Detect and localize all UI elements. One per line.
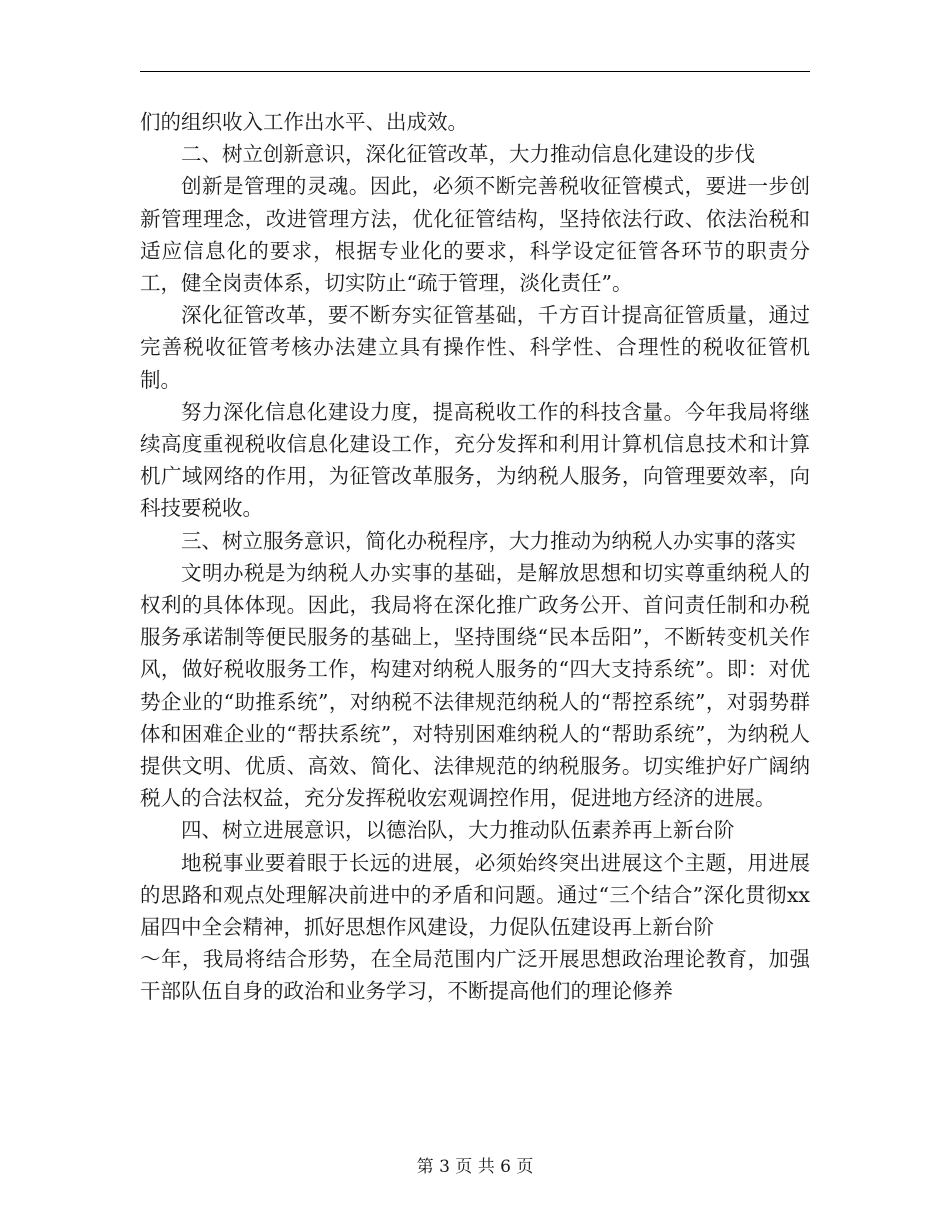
section-heading-2: 二、树立创新意识，深化征管改革，大力推动信息化建设的步伐: [181, 142, 755, 167]
section-heading-3: 三、树立服务意识，简化办税程序，大力推动为纳税人办实事的落实: [181, 528, 796, 553]
document-body: [140, 106, 810, 1008]
page-number-footer: 第 3 页 共 6 页: [416, 1157, 534, 1177]
paragraph: 们的组织收入工作出水平、出成效。: [140, 110, 468, 134]
paragraph: 文明办税是为纳税人办实事的基础，是解放思想和切实尊重纳税人的权利的具体体现。因此，我局将在深化推广政务公开、首问责任制和办税服务承诺制等便民服务的基础上，坚持围绕“民本岳阳”，不断转变机关作风，做好税收服务工作，构建对纳税人服务的“四大支持系统”。即：对优势企业的“助推系统”，对纳税不法律规范纳税人的“帮控系统”，对弱势群体和困难企业的“帮扶系统”，对特别困难纳税人的“帮助系统”，为纳税人提供文明、优质、高效、简化、法律规范的纳税服务。切实维护好广阔纳税人的合法权益，充分发挥税收宏观调控作用，促进地方经济的进展。: [140, 560, 810, 811]
section-heading-4: 四、树立进展意识，以德治队，大力推动队伍素养再上新台阶: [181, 818, 735, 843]
header-divider: [140, 71, 810, 72]
paragraph: ～年，我局将结合形势，在全局范围内广泛开展思想政治理论教育，加强干部队伍自身的政治和业务学习，不断提高他们的理论修养: [140, 947, 810, 1004]
paragraph: 努力深化信息化建设力度，提高税收工作的科技含量。今年我局将继续高度重视税收信息化建设工作，充分发挥和利用计算机信息技术和计算机广域网络的作用，为征管改革服务，为纳税人服务，向管理要效率，向科技要税收。: [140, 399, 810, 521]
paragraph: 深化征管改革，要不断夯实征管基础，千方百计提高征管质量，通过完善税收征管考核办法建立具有操作性、科学性、合理性的税收征管机制。: [140, 303, 810, 392]
paragraph: 地税事业要着眼于长远的进展，必须始终突出进展这个主题，用进展的思路和观点处理解决前进中的矛盾和问题。通过“三个结合”深化贯彻xx届四中全会精神，抓好思想作风建设，力促队伍建设再上新台阶: [140, 850, 810, 940]
paragraph: 创新是管理的灵魂。因此，必须不断完善税收征管模式，要进一步创新管理理念，改进管理方法，优化征管结构，坚持依法行政、依法治税和适应信息化的要求，根据专业化的要求，科学设定征管各环节的职责分工，健全岗责体系，切实防止“疏于管理，淡化责任”。: [140, 174, 810, 296]
